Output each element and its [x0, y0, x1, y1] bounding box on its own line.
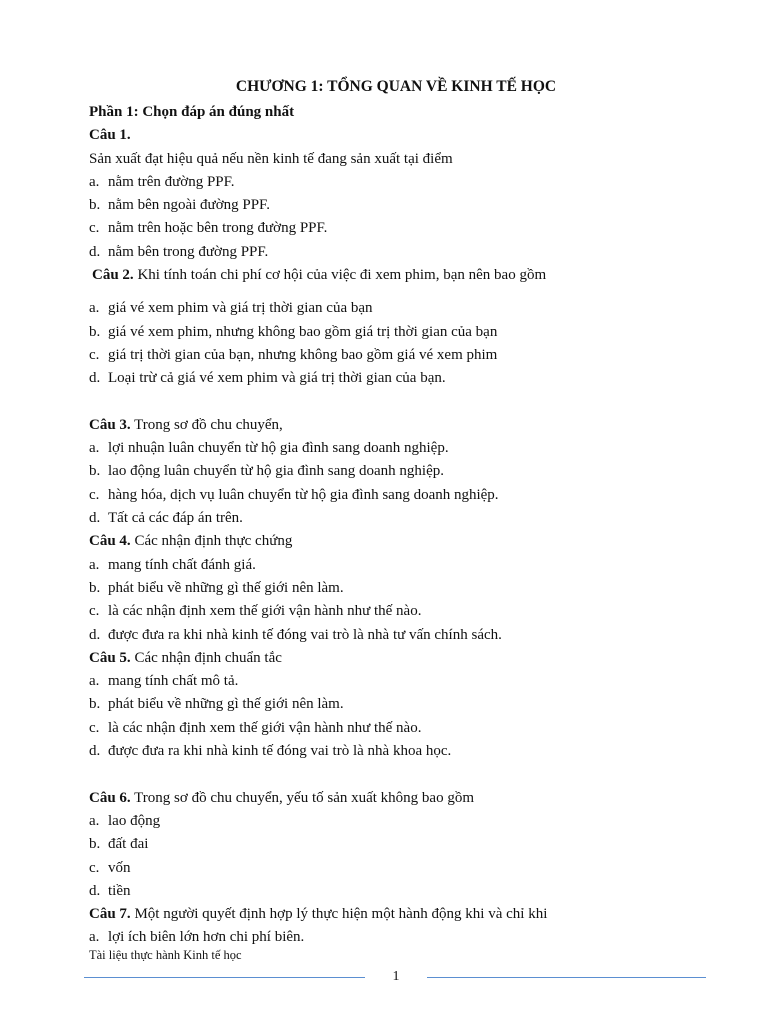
option-letter: c. — [89, 220, 100, 237]
option-letter: d. — [89, 743, 101, 760]
option-text: lao động — [108, 812, 161, 829]
option-letter: c. — [89, 719, 100, 736]
question-4-option-b — [89, 577, 709, 600]
question-7-heading — [89, 903, 709, 926]
question-7-option-a — [89, 926, 709, 949]
question-4-heading — [89, 530, 709, 553]
question-6-heading — [89, 787, 709, 810]
question-6-option-a — [89, 810, 709, 833]
option-text: lao động luân chuyển từ hộ gia đình sang doanh nghiệp. — [108, 463, 444, 480]
document-body — [89, 101, 709, 950]
question-1-option-d — [89, 241, 709, 264]
question-6-option-d — [89, 880, 709, 903]
option-text: nằm trên hoặc bên trong đường PPF. — [108, 220, 328, 237]
option-letter: a. — [89, 556, 100, 573]
question-text: Khi tính toán chi phí cơ hội của việc đi xem phim, bạn nên bao gồm — [133, 267, 547, 284]
option-letter: b. — [89, 579, 101, 596]
question-1-option-b — [89, 194, 709, 217]
question-text: Các nhận định thực chứng — [130, 533, 293, 550]
question-2-option-d — [89, 367, 709, 390]
question-1-heading: Câu 1. — [89, 127, 131, 144]
option-letter: d. — [89, 243, 101, 260]
question-5-option-b — [89, 693, 709, 716]
option-text: giá vé xem phim và giá trị thời gian của bạn — [108, 300, 373, 317]
question-6-option-c — [89, 857, 709, 880]
option-text: là các nhận định xem thế giới vận hành như thế nào. — [108, 603, 422, 620]
question-5-option-a — [89, 670, 709, 693]
option-letter: a. — [89, 929, 100, 946]
footer-text: Tài liệu thực hành Kinh tế học — [89, 948, 242, 962]
question-number: Câu 5. — [89, 649, 131, 666]
spacer — [89, 763, 709, 786]
option-text: đất đai — [108, 836, 149, 853]
option-letter: c. — [89, 486, 100, 503]
page-number: 1 — [392, 969, 400, 984]
option-text: phát biểu về những gì thế giới nên làm. — [108, 579, 344, 596]
part-heading: Phần 1: Chọn đáp án đúng nhất — [89, 104, 295, 120]
option-letter: a. — [89, 300, 100, 317]
option-letter: d. — [89, 882, 101, 899]
option-text: lợi nhuận luân chuyển từ hộ gia đình sang doanh nghiệp. — [108, 440, 449, 457]
option-letter: a. — [89, 440, 100, 457]
question-1-option-a — [89, 171, 709, 194]
option-letter: b. — [89, 463, 101, 480]
question-5-option-c — [89, 717, 709, 740]
spacer — [89, 287, 709, 297]
question-5-option-d — [89, 740, 709, 763]
option-text: giá vé xem phim, nhưng không bao gồm giá trị thời gian của bạn — [108, 323, 498, 340]
option-text: tiền — [108, 882, 131, 899]
chapter-title: CHƯƠNG 1: TỔNG QUAN VỀ KINH TẾ HỌC — [235, 78, 557, 95]
option-text: giá trị thời gian của bạn, nhưng không bao gồm giá vé xem phim — [108, 346, 498, 363]
question-3-option-d — [89, 507, 709, 530]
footer-divider-right — [427, 977, 706, 978]
question-3-option-a — [89, 437, 709, 460]
question-2-option-a — [89, 297, 709, 320]
option-letter: c. — [89, 346, 100, 363]
question-number: Câu 2. — [92, 267, 134, 284]
option-text: Loại trừ cả giá vé xem phim và giá trị thời gian của bạn. — [108, 370, 446, 387]
question-text: Các nhận định chuẩn tắc — [130, 649, 282, 666]
option-letter: b. — [89, 696, 101, 713]
question-text: Trong sơ đồ chu chuyển, — [130, 416, 283, 433]
question-4-option-d — [89, 624, 709, 647]
question-1-text: Sản xuất đạt hiệu quả nếu nền kinh tế đang sản xuất tại điểm — [89, 150, 453, 167]
question-number: Câu 6. — [89, 789, 131, 806]
option-letter: b. — [89, 836, 101, 853]
option-text: mang tính chất đánh giá. — [108, 556, 256, 573]
option-letter: c. — [89, 603, 100, 620]
option-text: nằm bên ngoài đường PPF. — [108, 197, 270, 214]
option-text: Tất cả các đáp án trên. — [108, 510, 243, 527]
question-4-option-a — [89, 554, 709, 577]
option-text: được đưa ra khi nhà kinh tế đóng vai trò là nhà tư vấn chính sách. — [108, 626, 502, 643]
question-1-option-c — [89, 217, 709, 240]
option-letter: d. — [89, 510, 101, 527]
option-text: hàng hóa, dịch vụ luân chuyển từ hộ gia đình sang doanh nghiệp. — [108, 486, 499, 503]
option-letter: a. — [89, 812, 100, 829]
option-text: nằm bên trong đường PPF. — [108, 243, 269, 260]
option-letter: b. — [89, 197, 101, 214]
option-letter: c. — [89, 859, 100, 876]
question-2-heading — [89, 264, 709, 287]
question-3-heading — [89, 414, 709, 437]
question-6-option-b — [89, 833, 709, 856]
question-2-option-c — [89, 344, 709, 367]
question-4-option-c — [89, 600, 709, 623]
question-number: Câu 3. — [89, 416, 131, 433]
option-letter: b. — [89, 323, 101, 340]
question-number: Câu 7. — [89, 906, 131, 923]
option-letter: a. — [89, 173, 100, 190]
option-text: được đưa ra khi nhà kinh tế đóng vai trò là nhà khoa học. — [108, 743, 452, 760]
footer-divider-left — [84, 977, 365, 978]
option-letter: a. — [89, 673, 100, 690]
option-text: là các nhận định xem thế giới vận hành như thế nào. — [108, 719, 422, 736]
question-3-option-b — [89, 460, 709, 483]
question-text: Trong sơ đồ chu chuyển, yếu tố sản xuất không bao gồm — [130, 789, 475, 806]
option-text: vốn — [108, 859, 131, 876]
option-text: mang tính chất mô tả. — [108, 673, 239, 690]
option-text: nằm trên đường PPF. — [108, 173, 235, 190]
option-letter: d. — [89, 370, 101, 387]
question-number: Câu 4. — [89, 533, 131, 550]
option-letter: d. — [89, 626, 101, 643]
question-3-option-c — [89, 484, 709, 507]
question-5-heading — [89, 647, 709, 670]
question-2-option-b — [89, 321, 709, 344]
option-text: phát biểu về những gì thế giới nên làm. — [108, 696, 344, 713]
question-text: Một người quyết định hợp lý thực hiện một hành động khi và chỉ khi — [130, 906, 548, 923]
spacer — [89, 391, 709, 414]
option-text: lợi ích biên lớn hơn chi phí biên. — [108, 929, 305, 946]
